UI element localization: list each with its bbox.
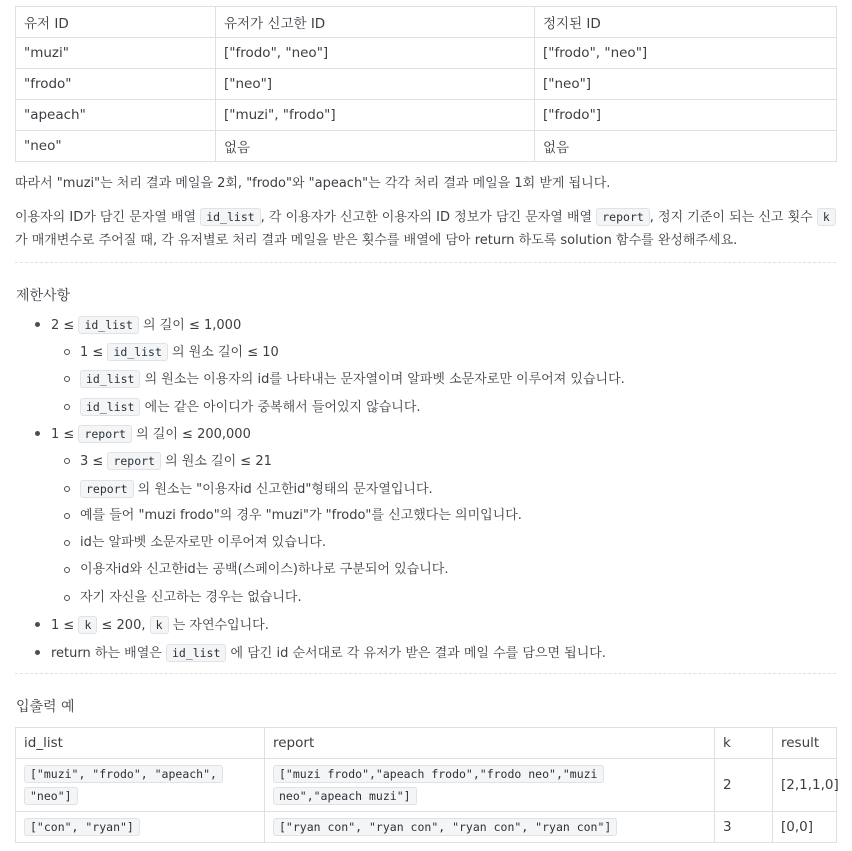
table-header: 정지된 ID [535, 7, 837, 38]
table-header: k [715, 728, 773, 759]
bullet-icon [64, 349, 70, 355]
inline-code: neo","apeach muzi"] [273, 787, 417, 805]
table-cell: [0,0] [773, 812, 837, 843]
constraint-item: 자기 자신을 신고하는 경우는 없습니다. [80, 590, 302, 605]
table-cell: ["frodo", "neo"] [216, 38, 535, 69]
inline-code: ["muzi frodo","apeach frodo","frodo neo","muzi [273, 765, 604, 783]
bullet-icon [64, 458, 70, 464]
inline-code: id_list [80, 370, 140, 388]
constraint-item: id는 알파벳 소문자로만 이루어져 있습니다. [80, 535, 327, 550]
table-header-row [16, 7, 837, 38]
table-cell [16, 812, 265, 843]
table-cell: ["neo"] [216, 69, 535, 100]
inline-code: ["ryan con", "ryan con", "ryan con", "ryan con"] [273, 818, 617, 836]
inline-code: ["con", "ryan"] [24, 818, 140, 836]
table-cell [265, 759, 715, 812]
table-row [16, 100, 837, 131]
table-header: report [265, 728, 715, 759]
inline-code: report [80, 480, 134, 498]
constraint-item [80, 451, 272, 472]
table-cell: 없음 [216, 131, 535, 162]
inline-code: id_list [166, 644, 226, 662]
bullet-icon [64, 567, 70, 573]
constraint-text: 의 원소 길이 ≤ 10 [167, 345, 279, 360]
inline-code: ["muzi", "frodo", "apeach", [24, 765, 223, 783]
table-cell: "frodo" [16, 69, 216, 100]
bullet-icon [64, 376, 70, 382]
inline-code: report [596, 208, 650, 226]
inline-code: id_list [200, 208, 260, 226]
constraint-text: ≤ 200, [97, 618, 150, 633]
task-text: , 각 이용자가 신고한 이용자의 ID 정보가 담긴 문자열 배열 [260, 210, 597, 225]
task-text: 이용자의 ID가 담긴 문자열 배열 [15, 210, 201, 225]
table-cell: ["neo"] [535, 69, 837, 100]
constraint-text: 의 길이 ≤ 1,000 [138, 318, 242, 333]
task-text: , 정지 기준이 되는 신고 횟수 [649, 210, 817, 225]
inline-code: k [817, 208, 836, 226]
inline-code: report [107, 452, 161, 470]
table-cell: "muzi" [16, 38, 216, 69]
table-row [16, 759, 837, 812]
inline-code: id_list [78, 316, 138, 334]
table-header: id_list [16, 728, 265, 759]
bullet-icon [64, 486, 70, 492]
constraint-item [80, 369, 625, 390]
inline-code: k [78, 616, 97, 634]
section-divider [15, 673, 836, 674]
constraint-text: 2 ≤ [51, 318, 79, 333]
table-row [16, 38, 837, 69]
table-cell: [2,1,1,0] [773, 759, 837, 812]
constraint-item [51, 615, 269, 636]
examples-table [15, 727, 837, 843]
constraint-item [80, 342, 279, 363]
table-header: result [773, 728, 837, 759]
constraint-text: 3 ≤ [80, 454, 108, 469]
inline-code: id_list [107, 343, 167, 361]
examples-heading: 입출력 예 [16, 699, 75, 715]
table-row [16, 69, 837, 100]
task-text: 가 매개변수로 주어질 때, 각 유저별로 처리 결과 메일을 받은 횟수를 배열에 담아 return 하도록 solution 함수를 완성해주세요. [15, 233, 738, 248]
table-cell: ["frodo", "neo"] [535, 38, 837, 69]
bullet-icon [64, 595, 70, 601]
constraint-text: 1 ≤ [51, 618, 79, 633]
section-divider [15, 262, 836, 263]
constraint-item [80, 479, 433, 500]
constraint-text: 의 길이 ≤ 200,000 [131, 427, 251, 442]
table-cell: 없음 [535, 131, 837, 162]
constraint-text: 의 원소 길이 ≤ 21 [160, 454, 272, 469]
report-status-table [15, 6, 837, 162]
constraint-item [51, 643, 606, 664]
constraint-item [80, 397, 421, 418]
bullet-icon [35, 322, 40, 327]
bullet-icon [35, 622, 40, 627]
table-cell [265, 812, 715, 843]
constraint-text: 1 ≤ [80, 345, 108, 360]
constraint-item: 예를 들어 "muzi frodo"의 경우 "muzi"가 "frodo"를 신고했다는 의미입니다. [80, 508, 522, 523]
table-row [16, 131, 837, 162]
bullet-icon [64, 513, 70, 519]
bullet-icon [35, 650, 40, 655]
table-header: 유저 ID [16, 7, 216, 38]
constraint-text: 에는 같은 아이디가 중복해서 들어있지 않습니다. [140, 400, 421, 415]
inline-code: id_list [80, 398, 140, 416]
constraint-text: 의 원소는 이용자의 id를 나타내는 문자열이며 알파벳 소문자로만 이루어져 있습니다. [140, 372, 625, 387]
bullet-icon [64, 404, 70, 410]
inline-code: report [78, 425, 132, 443]
table-row [16, 812, 837, 843]
constraint-item [51, 424, 251, 445]
constraints-heading: 제한사항 [16, 288, 71, 304]
inline-code: "neo"] [24, 787, 78, 805]
table-cell: ["muzi", "frodo"] [216, 100, 535, 131]
bullet-icon [35, 431, 40, 436]
constraint-text: return 하는 배열은 [51, 646, 166, 661]
table-cell: 2 [715, 759, 773, 812]
task-description [15, 206, 837, 252]
constraint-item [51, 315, 241, 336]
inline-code: k [150, 616, 169, 634]
constraint-text: 의 원소는 "이용자id 신고한id"형태의 문자열입니다. [133, 482, 433, 497]
table-header: 유저가 신고한 ID [216, 7, 535, 38]
constraint-item: 이용자id와 신고한id는 공백(스페이스)하나로 구분되어 있습니다. [80, 562, 449, 577]
constraint-text: 는 자연수입니다. [168, 618, 269, 633]
table-cell: ["frodo"] [535, 100, 837, 131]
table-cell: "apeach" [16, 100, 216, 131]
table-cell [16, 759, 265, 812]
table-header-row [16, 728, 837, 759]
bullet-icon [64, 540, 70, 546]
table-cell: 3 [715, 812, 773, 843]
summary-text: 따라서 "muzi"는 처리 결과 메일을 2회, "frodo"와 "apeach"는 각각 처리 결과 메일을 1회 받게 됩니다. [15, 176, 611, 191]
constraint-text: 에 담긴 id 순서대로 각 유저가 받은 결과 메일 수를 담으면 됩니다. [226, 646, 606, 661]
constraint-text: 1 ≤ [51, 427, 79, 442]
table-cell: "neo" [16, 131, 216, 162]
